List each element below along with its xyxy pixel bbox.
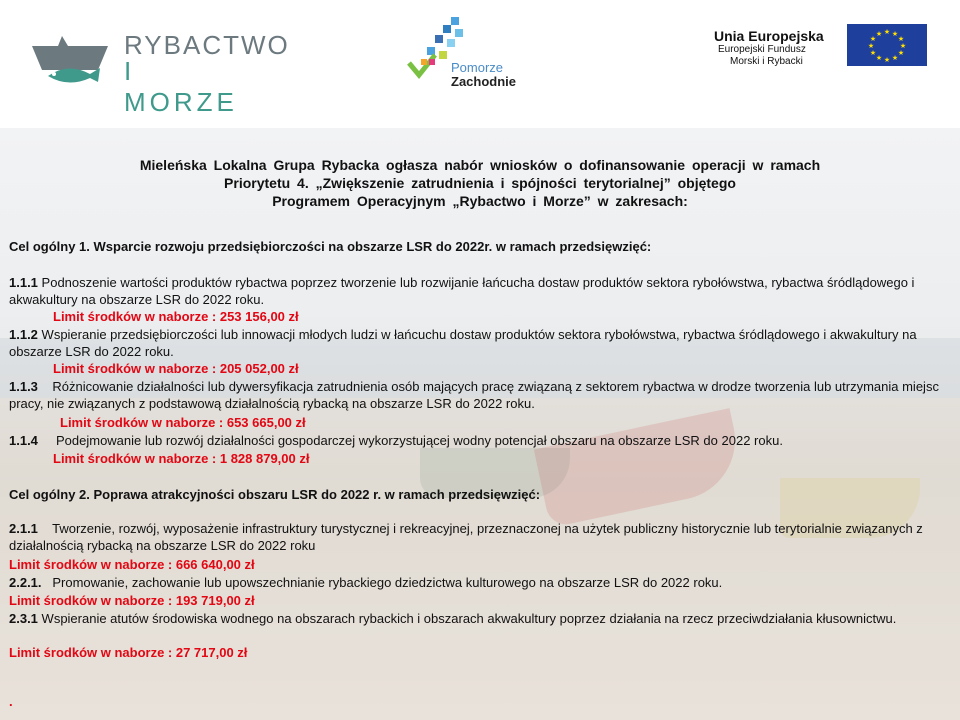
title-line: Mieleńska Lokalna Grupa Rybacka ogłasza nabór wniosków o dofinansowanie operacji w ramach — [139, 157, 821, 173]
morski-rybacki-text: Morski i Rybacki — [730, 56, 803, 67]
svg-text:★: ★ — [869, 35, 877, 43]
eu-logo — [700, 22, 940, 82]
rybactwo-text: RYBACTWO — [124, 30, 290, 60]
item-2-2-1 — [9, 574, 939, 591]
limit-2-3-1: Limit środków w naborze : 27 717,00 zł — [9, 645, 248, 660]
goal-1-heading: Cel ogólny 1. Wsparcie rozwoju przedsiębiorczości na obszarze LSR do 2022r. w ramach przedsięwzięć: — [9, 239, 652, 254]
limit-2-1-1: Limit środków w naborze : 666 640,00 zł — [9, 557, 255, 572]
item-text: Podnoszenie wartości produktów rybactwa poprzez tworzenie lub rozwijanie łańcucha dostaw produktów sektora rybołówstwa, rybactwa śródlądowego i akwakultury na obszarze LSR do 2022 roku. — [9, 275, 915, 307]
announcement-content — [0, 128, 960, 720]
item-1-1-1 — [9, 274, 939, 308]
svg-text:★: ★ — [891, 30, 899, 38]
svg-text:★: ★ — [869, 49, 877, 57]
pomorze-zachodnie-logo — [405, 15, 545, 95]
announcement-title — [0, 156, 960, 210]
svg-text:★: ★ — [875, 30, 883, 38]
limit-2-2-1: Limit środków w naborze : 193 719,00 zł — [9, 593, 255, 608]
svg-text:★: ★ — [867, 42, 875, 50]
item-number: 1.1.2 — [9, 327, 38, 342]
i-morze-text: I MORZE — [124, 56, 238, 117]
item-number: 1.1.3 — [9, 379, 38, 394]
limit-1-1-3: Limit środków w naborze : 653 665,00 zł — [60, 415, 306, 430]
item-number: 1.1.1 — [9, 275, 38, 290]
item-number: 2.1.1 — [9, 521, 38, 536]
item-text: Promowanie, zachowanie lub upowszechnianie rybackiego dziedzictwa kulturowego na obszarze LSR do 2022 roku. — [52, 575, 723, 590]
svg-text:★: ★ — [891, 54, 899, 62]
svg-text:★: ★ — [897, 49, 905, 57]
item-text: Tworzenie, rozwój, wyposażenie infrastruktury turystycznej i rekreacyjnej, przeznaczonej na użytek publiczny historycznie lub terytorialnie związanych z działalnością rybacką na obszarze LSR do 2022 roku — [9, 521, 923, 553]
item-text: Wspieranie przedsiębiorczości lub innowacji młodych ludzi w łańcuchu dostaw produktów sektora rybołówstwa, rybactwa śródlądowego i akwakultury na obszarze LSR do 2022 roku. — [9, 327, 917, 359]
item-1-1-3 — [9, 378, 939, 412]
pomorze-text: Pomorze — [451, 60, 504, 75]
svg-text:★: ★ — [883, 28, 891, 36]
rybactwo-i-morze-logo — [28, 20, 290, 117]
svg-text:★: ★ — [883, 56, 891, 64]
item-text: Podejmowanie lub rozwój działalności gospodarczej wykorzystującej wodny potencjał obszaru na obszarze LSR do 2022 roku. — [55, 433, 783, 448]
item-number: 2.3.1 — [9, 611, 38, 626]
logo-header — [0, 0, 960, 128]
title-line: Programem Operacyjnym „Rybactwo i Morze” w zakresach: — [272, 193, 688, 209]
fundusz-text: Europejski Fundusz — [718, 44, 806, 55]
trailing-dot: . — [9, 694, 13, 709]
limit-1-1-4: Limit środków w naborze : 1 828 879,00 zł — [53, 451, 310, 466]
item-1-1-4 — [9, 432, 939, 449]
item-1-1-2 — [9, 326, 939, 360]
fish-boat-icon — [28, 26, 118, 86]
eu-flag-icon — [847, 24, 927, 66]
limit-1-1-2: Limit środków w naborze : 205 052,00 zł — [53, 361, 299, 376]
svg-text:★: ★ — [899, 42, 907, 50]
limit-1-1-1: Limit środków w naborze : 253 156,00 zł — [53, 309, 299, 324]
goal-2-heading: Cel ogólny 2. Poprawa atrakcyjności obszaru LSR do 2022 r. w ramach przedsięwzięć: — [9, 487, 541, 502]
item-2-1-1 — [9, 520, 939, 554]
item-number: 1.1.4 — [9, 433, 38, 448]
unia-europejska-text: Unia Europejska — [714, 28, 824, 44]
zachodnie-text: Zachodnie — [451, 74, 517, 89]
title-line: Priorytetu 4. „Zwiększenie zatrudnienia i spójności terytorialnej” objętego — [224, 175, 736, 191]
item-text: Wspieranie atutów środowiska wodnego na obszarach rybackich i obszarach akwakultury poprzez działania na rzecz przeciwdziałania kłusownictwu. — [41, 611, 897, 626]
item-number: 2.2.1. — [9, 575, 42, 590]
svg-text:★: ★ — [875, 54, 883, 62]
item-text: Różnicowanie działalności lub dywersyfikacja zatrudnienia osób mających pracę związaną z sektorem rybactwa w drodze tworzenia lub utrzymania miejsc pracy, nie związanych z podstawową działalnością rybacką na obszarze LSR do 2022 roku. — [9, 379, 939, 411]
svg-text:★: ★ — [897, 35, 905, 43]
item-2-3-1 — [9, 610, 939, 627]
